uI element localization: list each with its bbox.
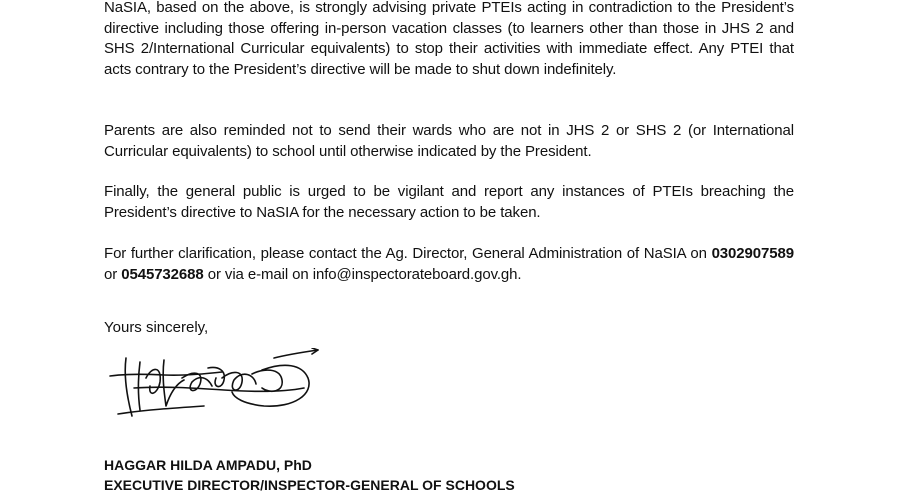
signatory-name: HAGGAR HILDA AMPADU, PhD [104, 457, 312, 473]
signatory-title: EXECUTIVE DIRECTOR/INSPECTOR-GENERAL OF SCHOOLS [104, 477, 515, 493]
paragraph-contact [104, 244, 794, 285]
paragraph-public: Finally, the general public is urged to be vigilant and report any instances of PTEIs breaching the President’s directive to NaSIA for the necessary action to be taken. [104, 183, 794, 221]
phone-number-1: 0302907589 [711, 245, 794, 262]
contact-joiner-text: or [104, 265, 122, 283]
closing-salutation: Yours sincerely, [104, 319, 209, 336]
phone-number-2: 0545732688 [121, 265, 204, 283]
handwritten-signature [104, 348, 324, 426]
contact-lead-text: For further clarification, please contact the Ag. Director, General Administration of NaSIA on [104, 245, 712, 262]
paragraph-parents: Parents are also reminded not to send their wards who are not in JHS 2 or SHS 2 (or International Curricular equivalents) to school until otherwise indicated by the President. [104, 122, 794, 160]
paragraph-advisory: NaSIA, based on the above, is strongly advising private PTEIs acting in contradiction to the President’s directive including those offering in-person vacation classes (to learners other than those in JHS 2 and SHS 2/International Curricular equivalents) to stop their activities with immediate effect. Any PTEI that acts contrary to the President’s directive will be made to shut down indefinitely. [104, 0, 794, 78]
contact-email-text: or via e-mail on info@inspectorateboard.gov.gh. [203, 265, 522, 283]
